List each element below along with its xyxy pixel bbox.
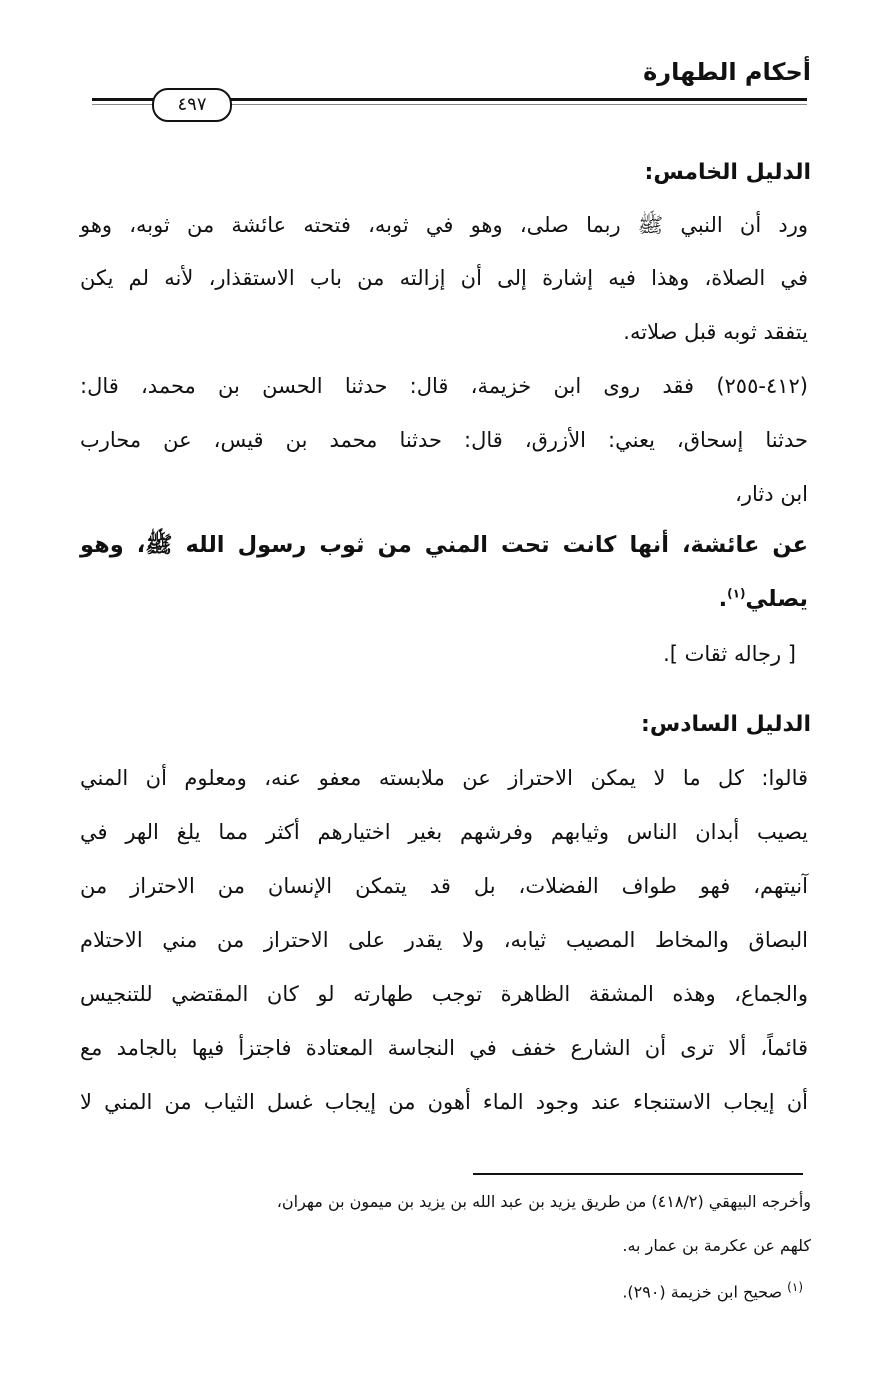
hadith-chain-line: حدثنا إسحاق، يعني: الأزرق، قال: حدثنا محمد بن قيس، عن محارب bbox=[80, 428, 808, 452]
hadith-text-line bbox=[80, 586, 808, 612]
text-line: آنيتهم، فهو طواف الفضلات، بل قد يتمكن الإنسان من الاحتراز من bbox=[80, 874, 808, 898]
text-line: ورد أن النبي ﷺ ربما صلى، وهو في ثوبه، فتحته عائشة من ثوبه، وهو bbox=[80, 213, 808, 237]
text-line: يتفقد ثوبه قبل صلاته. bbox=[623, 320, 808, 344]
hadith-text-line: عن عائشة، أنها كانت تحت المني من ثوب رسول الله ﷺ، وهو bbox=[80, 532, 808, 558]
text-line: والجماع، وهذه المشقة الظاهرة توجب طهارته لو كان المقتضي للتنجيس bbox=[80, 982, 808, 1006]
footnote-separator bbox=[473, 1173, 803, 1175]
text-line: قالوا: كل ما لا يمكن الاحتراز عن ملابسته معفو عنه، ومعلوم أن المني bbox=[80, 766, 808, 790]
text-line: يصيب أبدان الناس وثيابهم وفرشهم بغير اختيارهم أكثر مما يلغ الهر في bbox=[80, 820, 808, 844]
hadith-text-end: يصلي bbox=[745, 586, 808, 612]
footnote-mark: (١) bbox=[727, 586, 746, 601]
footnote-line: كلهم عن عكرمة بن عمار به. bbox=[622, 1236, 811, 1255]
grading-note: [ رجاله ثقات ]. bbox=[663, 642, 796, 666]
footnote-1-text: صحيح ابن خزيمة (٢٩٠). bbox=[622, 1282, 783, 1302]
text-line: البصاق والمخاط المصيب ثيابه، ولا يقدر على الاحتراز من مني الاحتلام bbox=[80, 928, 808, 952]
text-line: أن إيجاب الاستنجاء عند وجود الماء أهون من إيجاب غسل الثياب من المني لا bbox=[80, 1090, 808, 1114]
heading-sixth-evidence: الدليل السادس: bbox=[641, 712, 811, 737]
footnote-1-mark: (١) bbox=[787, 1280, 803, 1294]
page-number: ٤٩٧ bbox=[152, 88, 232, 122]
footnote-line: وأخرجه البيهقي (٤١٨/٢) من طريق يزيد بن عبد الله بن يزيد بن ميمون بن مهران، bbox=[276, 1192, 811, 1211]
text-line: في الصلاة، وهذا فيه إشارة إلى أن إزالته من باب الاستقذار، لأنه لم يكن bbox=[80, 266, 808, 290]
running-title: أحكام الطهارة bbox=[643, 58, 811, 86]
hadith-chain-line: (٤١٢-٢٥٥) فقد روى ابن خزيمة، قال: حدثنا الحسن بن محمد، قال: bbox=[80, 374, 808, 398]
text-line: قائماً، ألا ترى أن الشارع خفف في النجاسة المعتادة فاجتزأ فيها بالجامد مع bbox=[80, 1036, 808, 1060]
heading-fifth-evidence: الدليل الخامس: bbox=[644, 160, 811, 185]
hadith-chain-line: ابن دثار، bbox=[735, 482, 808, 506]
hadith-text-period: . bbox=[718, 586, 728, 612]
footnote-1 bbox=[63, 1280, 803, 1301]
